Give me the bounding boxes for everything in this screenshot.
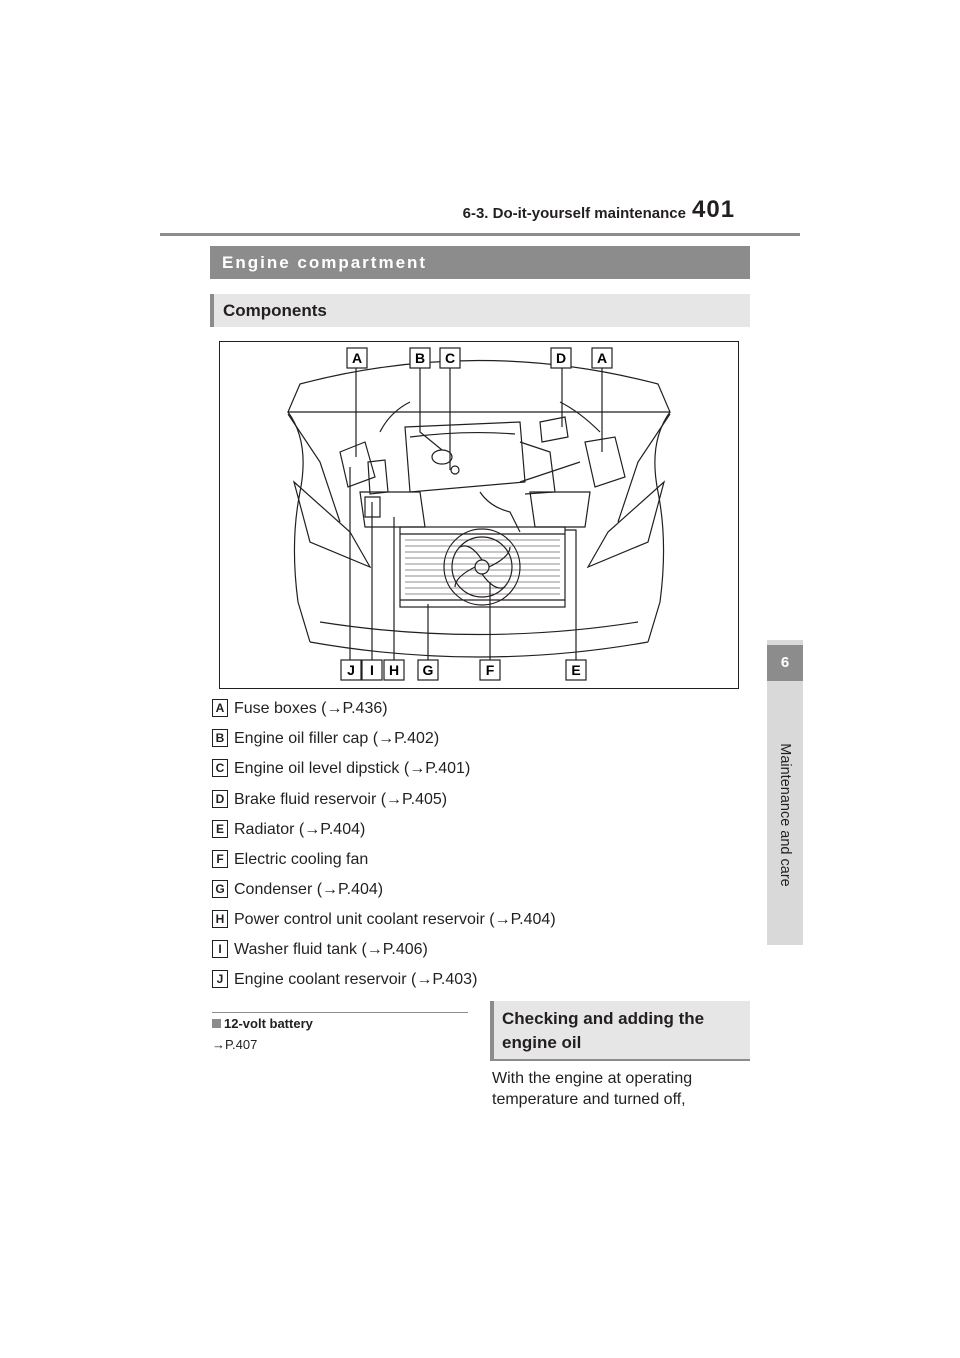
chapter-title: Maintenance and care bbox=[777, 743, 793, 887]
arrow-icon: → bbox=[409, 760, 426, 777]
page-reference-link[interactable]: P.403 bbox=[432, 971, 473, 988]
section-title: Engine compartment bbox=[210, 246, 750, 279]
component-suffix: ) bbox=[377, 881, 384, 898]
component-text: Condenser ( bbox=[234, 881, 323, 898]
component-text: Engine coolant reservoir ( bbox=[234, 971, 417, 988]
page-reference-link[interactable]: P.401 bbox=[425, 760, 465, 777]
arrow-icon: → bbox=[212, 1037, 225, 1052]
note-title-text: 12-volt battery bbox=[224, 1016, 313, 1031]
subsection-title: Components bbox=[210, 294, 750, 327]
component-text: Electric cooling fan bbox=[234, 851, 369, 868]
component-text: Engine oil filler cap ( bbox=[234, 730, 379, 747]
figure-top-labels bbox=[347, 348, 612, 368]
component-suffix: ) bbox=[464, 760, 471, 777]
component-item bbox=[212, 698, 388, 720]
component-letter: G bbox=[212, 880, 228, 898]
header-rule bbox=[160, 233, 800, 236]
arrow-icon: → bbox=[386, 791, 403, 808]
component-letter: J bbox=[212, 970, 228, 988]
figure-label-top: B bbox=[414, 350, 426, 366]
figure-label-bottom: G bbox=[422, 662, 434, 678]
component-text: Fuse boxes ( bbox=[234, 700, 327, 717]
figure-label-top: A bbox=[351, 350, 363, 366]
page-reference-link[interactable]: P.406 bbox=[382, 941, 423, 958]
component-item bbox=[212, 939, 428, 961]
figure-label-bottom: I bbox=[370, 662, 374, 678]
figure-label-bottom: J bbox=[347, 662, 355, 678]
chapter-number: 6 bbox=[767, 645, 803, 681]
page-reference-link[interactable]: P.436 bbox=[342, 700, 383, 717]
square-bullet-icon bbox=[212, 1019, 221, 1028]
figure-label-top: C bbox=[444, 350, 456, 366]
component-item bbox=[212, 879, 383, 901]
component-item bbox=[212, 758, 470, 780]
checking-oil-body: With the engine at operating temperature and turned off, bbox=[492, 1070, 693, 1108]
component-item bbox=[212, 789, 447, 811]
arrow-icon: → bbox=[366, 941, 383, 958]
page-reference-link[interactable]: P.404 bbox=[338, 881, 378, 898]
component-letter: F bbox=[212, 850, 228, 868]
note-reference bbox=[212, 1037, 257, 1052]
component-text: Engine oil level dipstick ( bbox=[234, 760, 410, 777]
component-letter: C bbox=[212, 759, 228, 777]
arrow-icon: → bbox=[416, 971, 433, 988]
component-suffix: ) bbox=[422, 941, 428, 958]
component-letter: I bbox=[212, 940, 228, 958]
component-text: Washer fluid tank ( bbox=[234, 941, 367, 958]
component-item bbox=[212, 728, 439, 750]
page-reference-link[interactable]: P.402 bbox=[394, 730, 434, 747]
arrow-icon: → bbox=[326, 700, 343, 717]
arrow-icon: → bbox=[322, 881, 339, 898]
component-suffix: ) bbox=[382, 700, 388, 717]
figure-label-bottom: F bbox=[485, 662, 495, 678]
page-reference-link[interactable]: P.404 bbox=[510, 911, 551, 928]
component-item bbox=[212, 969, 477, 991]
component-letter: H bbox=[212, 910, 228, 928]
figure-label-top: A bbox=[596, 350, 608, 366]
component-suffix: ) bbox=[433, 730, 440, 747]
component-item bbox=[212, 849, 368, 871]
figure-bottom-labels bbox=[341, 660, 586, 680]
note-rule bbox=[212, 1012, 468, 1013]
arrow-icon: → bbox=[378, 730, 395, 747]
arrow-icon: → bbox=[304, 821, 321, 838]
component-suffix: ) bbox=[472, 971, 478, 988]
page-number: 401 bbox=[692, 196, 736, 223]
arrow-icon: → bbox=[494, 911, 511, 928]
component-item bbox=[212, 819, 365, 841]
running-header-section: 6-3. Do-it-yourself maintenance bbox=[462, 205, 686, 222]
component-letter: D bbox=[212, 790, 228, 808]
component-suffix: ) bbox=[550, 911, 556, 928]
figure-label-top: D bbox=[555, 350, 567, 366]
component-letter: E bbox=[212, 820, 228, 838]
engine-illustration bbox=[220, 342, 738, 688]
component-letter: A bbox=[212, 699, 228, 717]
page-reference-link[interactable]: P.407 bbox=[225, 1037, 258, 1052]
component-suffix: ) bbox=[441, 791, 448, 808]
page-reference-link[interactable]: P.405 bbox=[402, 791, 442, 808]
component-text: Power control unit coolant reservoir ( bbox=[234, 911, 495, 928]
checking-oil-heading: Checking and adding the engine oil bbox=[490, 1001, 750, 1061]
figure-label-bottom: E bbox=[571, 662, 581, 678]
chapter-title-vertical bbox=[767, 690, 803, 940]
component-suffix: ) bbox=[360, 821, 366, 838]
figure-label-bottom: H bbox=[388, 662, 400, 678]
component-item bbox=[212, 909, 556, 931]
note-title bbox=[212, 1016, 313, 1031]
component-letter: B bbox=[212, 729, 228, 747]
component-text: Radiator ( bbox=[234, 821, 305, 838]
page-reference-link[interactable]: P.404 bbox=[320, 821, 360, 838]
engine-compartment-figure bbox=[219, 341, 739, 689]
component-text: Brake fluid reservoir ( bbox=[234, 791, 387, 808]
